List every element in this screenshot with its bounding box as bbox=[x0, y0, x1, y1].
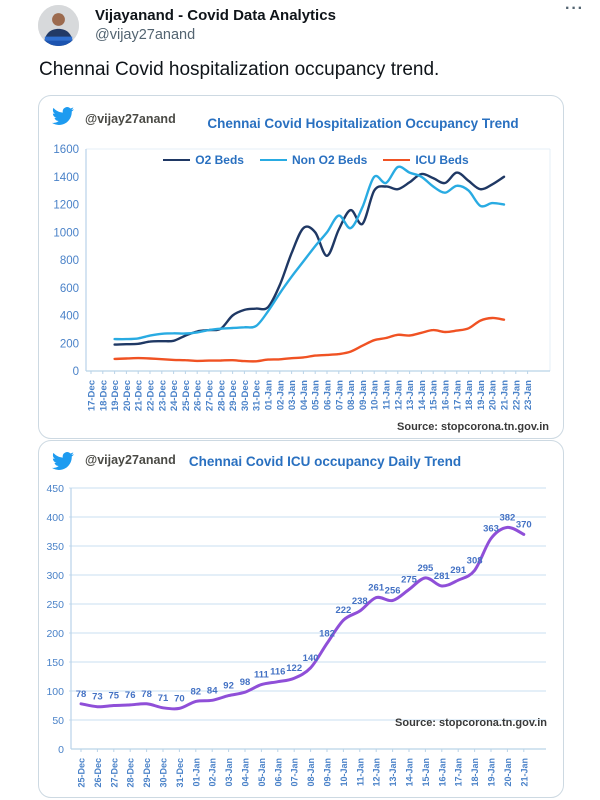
x-tick-label: 17-Jan bbox=[453, 758, 464, 787]
legend-label: ICU Beds bbox=[415, 153, 469, 167]
data-label: 73 bbox=[92, 691, 103, 703]
data-label: 75 bbox=[108, 690, 120, 702]
data-label: 291 bbox=[450, 565, 467, 577]
x-tick-label: 01-Jan bbox=[263, 380, 275, 411]
x-tick-label: 19-Jan bbox=[475, 380, 487, 411]
data-label: 84 bbox=[206, 685, 218, 697]
data-label: 382 bbox=[499, 512, 516, 524]
x-tick-label: 28-Dec bbox=[216, 380, 228, 412]
y-tick-label: 200 bbox=[46, 628, 64, 640]
x-tick-label: 08-Jan bbox=[346, 380, 358, 411]
x-tick-label: 20-Jan bbox=[502, 758, 513, 787]
x-tick-label: 10-Jan bbox=[369, 380, 381, 411]
y-tick-label: 1000 bbox=[53, 227, 79, 240]
x-tick-label: 29-Dec bbox=[142, 758, 153, 788]
x-tick-label: 08-Jan bbox=[306, 758, 317, 787]
data-label: 182 bbox=[319, 628, 335, 640]
x-tick-label: 19-Jan bbox=[486, 758, 497, 787]
legend-swatch bbox=[383, 159, 410, 162]
x-tick-label: 26-Dec bbox=[192, 380, 204, 412]
twitter-bird-icon bbox=[50, 105, 76, 127]
avatar-photo bbox=[38, 5, 79, 46]
x-tick-label: 13-Jan bbox=[405, 380, 417, 411]
x-tick-label: 21-Dec bbox=[133, 380, 145, 412]
x-tick-label: 04-Jan bbox=[298, 380, 310, 411]
chart2-source: Source: stopcorona.tn.gov.in bbox=[395, 717, 547, 729]
x-tick-label: 05-Jan bbox=[310, 380, 322, 411]
y-tick-label: 100 bbox=[46, 686, 64, 698]
x-tick-label: 31-Dec bbox=[251, 380, 263, 412]
x-tick-label: 14-Jan bbox=[416, 380, 428, 411]
x-tick-label: 03-Jan bbox=[224, 758, 235, 787]
chart1-watermark-handle: @vijay27anand bbox=[85, 112, 176, 126]
x-tick-label: 23-Jan bbox=[523, 379, 535, 411]
x-tick-label: 06-Jan bbox=[273, 758, 284, 787]
x-tick-label: 23-Dec bbox=[157, 380, 169, 412]
x-tick-label: 07-Jan bbox=[289, 758, 300, 787]
x-tick-label: 02-Jan bbox=[275, 380, 287, 411]
y-tick-label: 600 bbox=[59, 282, 79, 295]
tweet-text: Chennai Covid hospitalization occupancy trend. bbox=[39, 59, 440, 80]
data-label: 140 bbox=[302, 652, 319, 664]
x-tick-label: 31-Dec bbox=[174, 758, 185, 788]
x-tick-label: 22-Dec bbox=[145, 380, 157, 412]
x-tick-label: 20-Jan bbox=[487, 380, 499, 411]
data-label: 222 bbox=[335, 605, 352, 617]
data-label: 98 bbox=[239, 677, 251, 689]
x-tick-label: 12-Jan bbox=[393, 380, 405, 411]
legend-item bbox=[383, 153, 468, 167]
x-tick-label: 30-Dec bbox=[239, 380, 251, 412]
x-tick-label: 16-Jan bbox=[440, 380, 452, 411]
legend-label: Non O2 Beds bbox=[291, 153, 368, 167]
display-name[interactable]: Vijayanand - Covid Data Analytics bbox=[95, 7, 336, 24]
x-tick-label: 25-Dec bbox=[76, 758, 87, 788]
series-line bbox=[115, 318, 504, 361]
data-label: 92 bbox=[223, 680, 234, 692]
x-tick-label: 26-Dec bbox=[92, 758, 103, 788]
series-line bbox=[115, 167, 504, 339]
x-tick-label: 21-Jan bbox=[519, 758, 530, 787]
x-tick-label: 03-Jan bbox=[287, 380, 299, 411]
x-tick-label: 22-Jan bbox=[511, 380, 523, 411]
y-tick-label: 250 bbox=[46, 599, 64, 611]
y-tick-label: 350 bbox=[46, 541, 64, 553]
chart1-card[interactable] bbox=[38, 95, 564, 439]
x-tick-label: 19-Dec bbox=[110, 380, 122, 412]
x-tick-label: 11-Jan bbox=[381, 380, 393, 410]
x-tick-label: 29-Dec bbox=[228, 380, 240, 412]
tweet-byline bbox=[95, 6, 336, 44]
data-label: 261 bbox=[368, 582, 385, 594]
data-label: 116 bbox=[270, 666, 286, 678]
data-label: 76 bbox=[124, 689, 136, 701]
data-label: 238 bbox=[351, 595, 368, 607]
chart2-watermark-handle: @vijay27anand bbox=[85, 453, 176, 467]
y-tick-label: 1400 bbox=[53, 171, 79, 184]
x-tick-label: 11-Jan bbox=[355, 758, 366, 787]
data-label: 78 bbox=[75, 688, 87, 700]
chart1-source: Source: stopcorona.tn.gov.in bbox=[397, 421, 549, 433]
y-tick-label: 150 bbox=[46, 657, 64, 669]
data-label: 308 bbox=[466, 555, 483, 567]
chart2-card[interactable] bbox=[38, 440, 564, 798]
y-tick-label: 1200 bbox=[53, 199, 79, 212]
x-tick-label: 28-Dec bbox=[125, 758, 136, 788]
y-tick-label: 800 bbox=[59, 255, 79, 267]
data-label: 78 bbox=[141, 688, 152, 700]
legend-swatch bbox=[260, 159, 287, 162]
avatar[interactable] bbox=[38, 5, 79, 46]
legend-item bbox=[163, 153, 244, 167]
x-tick-label: 15-Jan bbox=[420, 758, 431, 787]
chart1-title: Chennai Covid Hospitalization Occupancy Trend bbox=[207, 116, 519, 131]
x-tick-label: 27-Dec bbox=[109, 758, 120, 788]
x-tick-label: 18-Jan bbox=[470, 758, 481, 787]
x-tick-label: 09-Jan bbox=[357, 380, 369, 411]
x-tick-label: 20-Dec bbox=[121, 380, 133, 412]
y-tick-label: 300 bbox=[46, 570, 64, 582]
x-tick-label: 16-Jan bbox=[437, 758, 448, 787]
chart1-legend bbox=[89, 153, 543, 167]
y-tick-label: 50 bbox=[52, 715, 64, 727]
x-tick-label: 01-Jan bbox=[191, 758, 202, 787]
user-handle[interactable]: @vijay27anand bbox=[95, 26, 196, 43]
data-label: 111 bbox=[253, 669, 269, 681]
x-tick-label: 14-Jan bbox=[404, 758, 415, 787]
y-tick-label: 400 bbox=[46, 512, 64, 524]
x-tick-label: 02-Jan bbox=[207, 758, 218, 787]
data-label: 71 bbox=[157, 692, 169, 704]
x-tick-label: 10-Jan bbox=[338, 758, 349, 787]
x-tick-label: 06-Jan bbox=[322, 380, 334, 411]
data-label: 70 bbox=[174, 693, 185, 705]
x-tick-label: 21-Jan bbox=[499, 380, 511, 411]
y-tick-label: 0 bbox=[58, 744, 64, 756]
legend-label: O2 Beds bbox=[195, 153, 244, 167]
series-line bbox=[81, 527, 524, 709]
x-tick-label: 17-Jan bbox=[452, 380, 464, 411]
x-tick-label: 17-Dec bbox=[86, 380, 98, 412]
x-tick-label: 15-Jan bbox=[428, 380, 440, 411]
x-tick-label: 18-Dec bbox=[98, 380, 110, 412]
data-label: 370 bbox=[515, 519, 532, 531]
legend-item bbox=[260, 153, 367, 167]
y-tick-label: 0 bbox=[72, 366, 79, 378]
x-tick-label: 27-Dec bbox=[204, 380, 216, 412]
x-tick-label: 05-Jan bbox=[256, 758, 267, 787]
twitter-bird-icon bbox=[50, 450, 76, 472]
y-tick-label: 400 bbox=[59, 310, 79, 323]
data-label: 295 bbox=[417, 562, 434, 574]
series-line bbox=[115, 173, 504, 345]
y-tick-label: 200 bbox=[59, 338, 79, 351]
x-tick-label: 13-Jan bbox=[388, 758, 399, 787]
data-label: 122 bbox=[286, 663, 303, 675]
x-tick-label: 18-Jan bbox=[464, 380, 476, 411]
more-icon[interactable]: ··· bbox=[565, 0, 584, 17]
x-tick-label: 04-Jan bbox=[240, 758, 251, 787]
x-tick-label: 24-Dec bbox=[169, 380, 181, 412]
chart1-plot bbox=[39, 96, 563, 438]
chart2-plot bbox=[39, 441, 563, 797]
data-label: 281 bbox=[433, 571, 450, 583]
data-label: 363 bbox=[483, 523, 499, 535]
data-label: 256 bbox=[384, 585, 401, 597]
x-tick-label: 07-Jan bbox=[334, 380, 346, 411]
y-tick-label: 450 bbox=[46, 483, 64, 495]
y-tick-label: 1600 bbox=[53, 144, 79, 156]
x-tick-label: 12-Jan bbox=[371, 758, 382, 787]
data-label: 82 bbox=[190, 686, 202, 698]
x-tick-label: 25-Dec bbox=[180, 380, 192, 412]
x-tick-label: 30-Dec bbox=[158, 758, 169, 788]
legend-swatch bbox=[163, 159, 190, 162]
x-tick-label: 09-Jan bbox=[322, 758, 333, 787]
chart2-title: Chennai Covid ICU occupancy Daily Trend bbox=[188, 454, 462, 469]
data-label: 275 bbox=[401, 574, 417, 586]
